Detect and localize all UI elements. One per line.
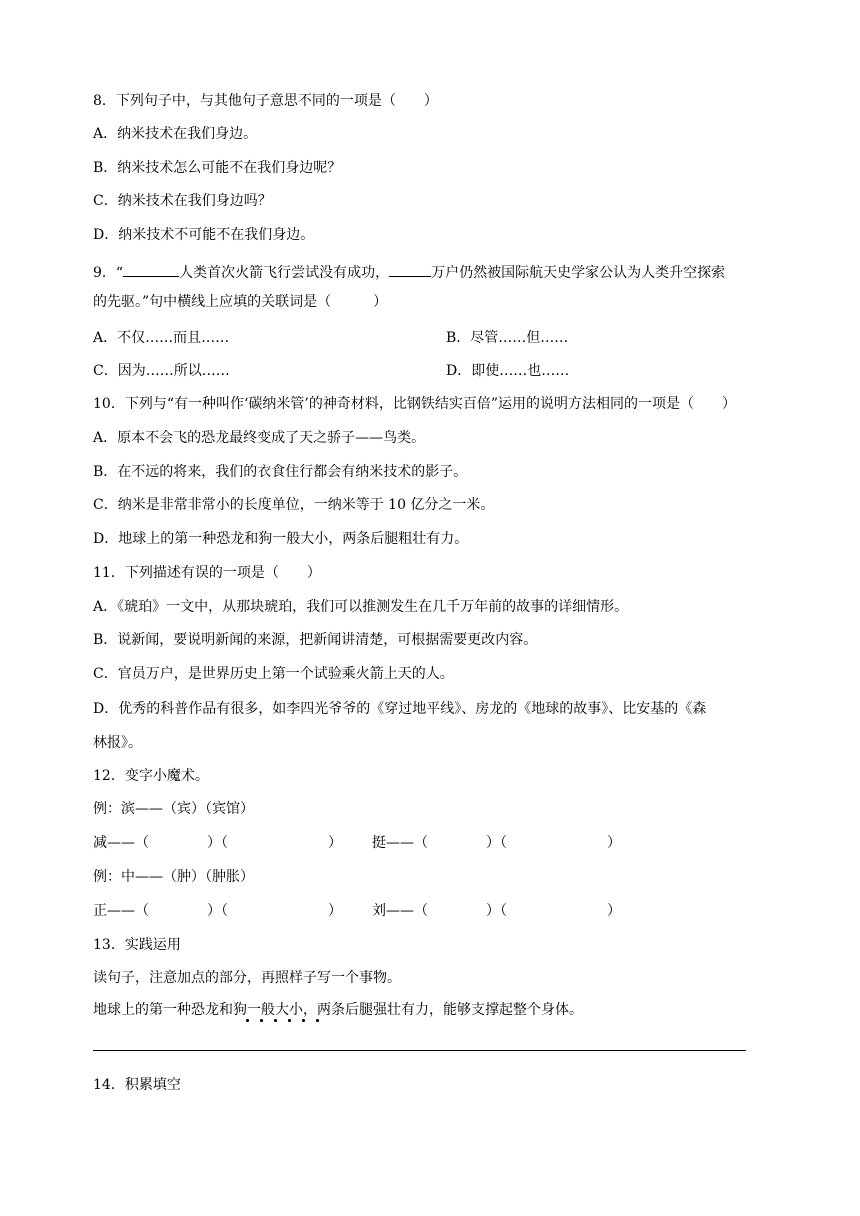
q9-number: 9．“ xyxy=(93,265,124,281)
q11-stem: 11．下列描述有误的一项是（ ） xyxy=(93,565,321,581)
q10-option-a: A．原本不会飞的恐龙最终变成了天之骄子——鸟类。 xyxy=(93,430,426,446)
q9-option-a: A．不仅……而且…… xyxy=(93,330,230,346)
emphasis-dot xyxy=(260,1019,263,1022)
q9-option-d: D．即使……也…… xyxy=(446,363,570,379)
q13-answer-line[interactable] xyxy=(93,1050,746,1051)
q10-stem: 10．下列与“有一种叫作‘碳纳米管’的神奇材料，比钢铁结实百倍”运用的说明方法相同的一项是（ ） xyxy=(93,396,737,412)
q12-row-1 xyxy=(93,833,621,853)
q12-example-1: 例：滨——（宾）（宾馆） xyxy=(93,801,254,817)
q8-stem: 8．下列句子中，与其他句子意思不同的一项是（ ） xyxy=(93,93,438,109)
q12-paren-end: ） xyxy=(328,903,342,919)
q9-stem-tail: 万户仍然被国际航天史学家公认为人类升空探索 xyxy=(431,265,726,281)
q10-option-c: C．纳米是非常非常小的长度单位，一纳米等于 10 亿分之一米。 xyxy=(93,497,495,513)
q12-item-jian: 减——（ xyxy=(93,835,149,851)
q12-paren-mid: ）（ xyxy=(207,903,228,919)
emphasis-dot xyxy=(274,1019,277,1022)
q9-option-b: B．尽管……但…… xyxy=(446,330,569,346)
q11-option-d-line1: D．优秀的科普作品有很多，如李四光爷爷的《穿过地平线》、房龙的《地球的故事》、比安基的《森 xyxy=(93,701,707,717)
q12-paren-end: ） xyxy=(607,903,621,919)
q12-paren-end: ） xyxy=(607,835,621,851)
q13-instruction: 读句子，注意加点的部分，再照样子写一个事物。 xyxy=(93,970,401,986)
q9-stem-mid: 人类首次火箭飞行尝试没有成功， xyxy=(179,265,390,281)
q12-example-2: 例：中——（肿）（肿胀） xyxy=(93,869,254,885)
q9-option-c: C．因为……所以…… xyxy=(93,363,230,379)
q13-sentence: 地球上的第一种恐龙和狗一般大小，两条后腿强壮有力，能够支撑起整个身体。 xyxy=(93,1002,583,1018)
emphasis-dot xyxy=(288,1019,291,1022)
q12-row-2 xyxy=(93,901,621,921)
q12-stem: 12．变字小魔术。 xyxy=(93,768,209,784)
q10-option-d: D．地球上的第一种恐龙和狗一般大小，两条后腿粗壮有力。 xyxy=(93,531,469,547)
q8-option-c: C．纳米技术在我们身边吗？ xyxy=(93,193,272,209)
q12-item-zheng: 正——（ xyxy=(93,903,149,919)
q9-blank-1[interactable] xyxy=(123,262,179,277)
q12-item-liu: 刘——（ xyxy=(372,903,428,919)
q12-paren-mid: ）（ xyxy=(486,835,507,851)
q10-option-b: B．在不远的将来，我们的衣食住行都会有纳米技术的影子。 xyxy=(93,464,468,480)
q12-item-ting: 挺——（ xyxy=(372,835,428,851)
emphasis-dot xyxy=(316,1019,319,1022)
q14-stem: 14．积累填空 xyxy=(93,1077,181,1093)
q8-option-a: A．纳米技术在我们身边。 xyxy=(93,126,258,142)
q9-stem-line2: 的先驱。”句中横线上应填的关联词是（ ） xyxy=(93,294,388,310)
q9-blank-2[interactable] xyxy=(389,262,431,277)
q12-paren-mid: ）（ xyxy=(486,903,507,919)
q13-stem: 13．实践运用 xyxy=(93,937,181,953)
q11-option-a: A．《琥珀》一文中，从那块琥珀，我们可以推测发生在几千万年前的故事的详细情形。 xyxy=(93,599,629,615)
emphasis-dot xyxy=(246,1019,249,1022)
q12-paren-mid: ）（ xyxy=(207,835,228,851)
q11-option-c: C．官员万户，是世界历史上第一个试验乘火箭上天的人。 xyxy=(93,666,454,682)
q8-option-d: D．纳米技术不可能不在我们身边。 xyxy=(93,227,315,243)
q11-option-d-line2: 林报》。 xyxy=(93,735,142,751)
q11-option-b: B．说新闻，要说明新闻的来源，把新闻讲清楚，可根据需要更改内容。 xyxy=(93,632,538,648)
q12-paren-end: ） xyxy=(328,835,342,851)
q9-stem-line1 xyxy=(93,262,725,283)
q8-option-b: B．纳米技术怎么可能不在我们身边呢？ xyxy=(93,160,342,176)
emphasis-dot xyxy=(302,1019,305,1022)
